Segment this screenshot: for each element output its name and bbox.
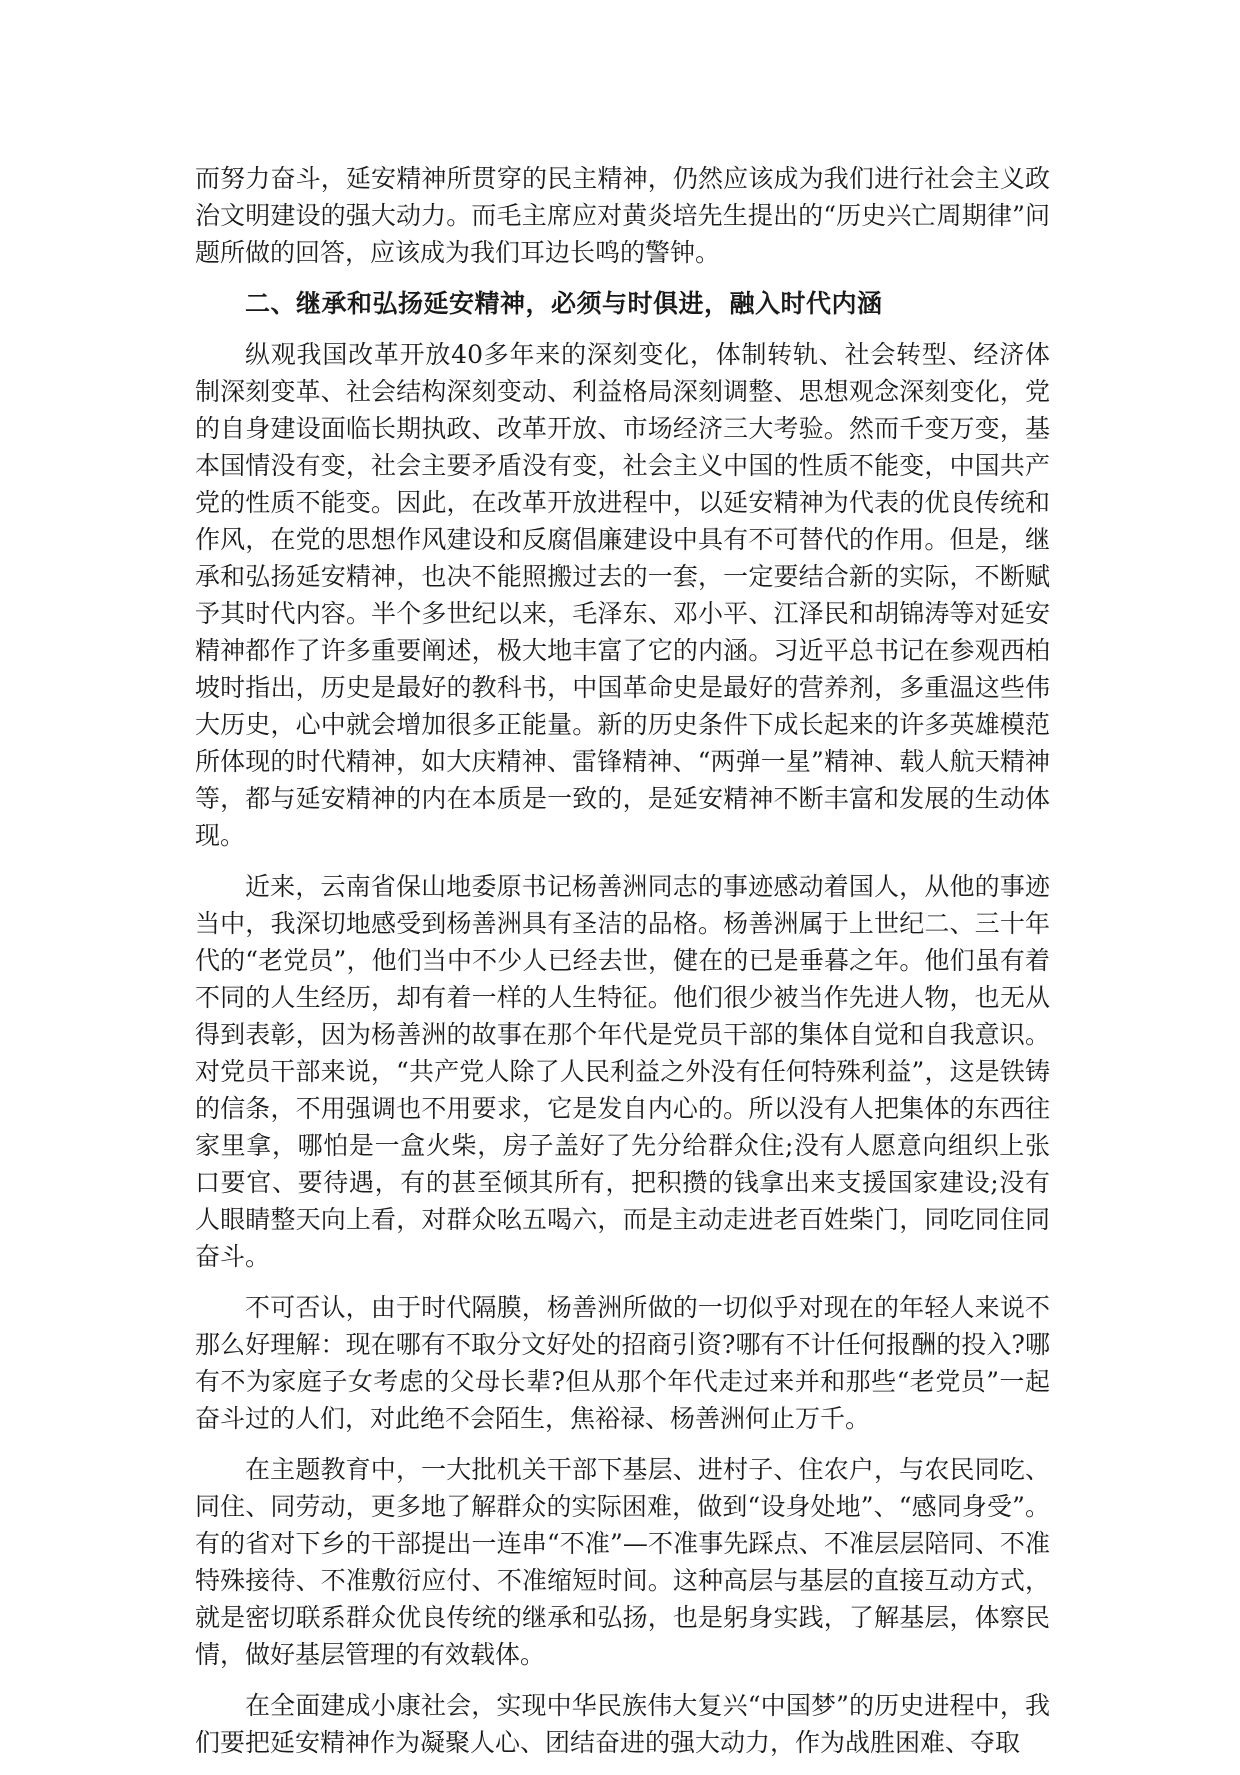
paragraph-china-dream: 在全面建成小康社会，实现中华民族伟大复兴“中国梦”的历史进程中，我们要把延安精神作为凝聚人心、团结奋进的强大动力，作为战胜困难、夺取 [195, 1691, 1050, 1757]
document-page [195, 160, 1050, 1775]
section-heading: 二、继承和弘扬延安精神，必须与时俱进，融入时代内涵 [245, 289, 883, 318]
paragraph-theme-education: 在主题教育中，一大批机关干部下基层、进村子、住农户，与农民同吃、同住、同劳动，更多地了解群众的实际困难，做到“设身处地”、“感同身受”。有的省对下乡的干部提出一连串“不准”—不准事先踩点、不准层层陪同、不准特殊接待、不准敷衍应付、不准缩短时间。这种高层与基层的直接互动方式，就是密切联系群众优良传统的继承和弘扬，也是躬身实践，了解基层，体察民情，做好基层管理的有效载体。 [195, 1455, 1050, 1669]
paragraph-yang-shanzhou: 近来，云南省保山地委原书记杨善洲同志的事迹感动着国人，从他的事迹当中，我深切地感受到杨善洲具有圣洁的品格。杨善洲属于上世纪二、三十年代的“老党员”，他们当中不少人已经去世，健在的已是垂暮之年。他们虽有着不同的人生经历，却有着一样的人生特征。他们很少被当作先进人物，也无从得到表彰，因为杨善洲的故事在那个年代是党员干部的集体自觉和自我意识。对党员干部来说，“共产党人除了人民利益之外没有任何特殊利益”，这是铁铸的信条，不用强调也不用要求，它是发自内心的。所以没有人把集体的东西往家里拿，哪怕是一盒火柴，房子盖好了先分给群众住;没有人愿意向组织上张口要官、要待遇，有的甚至倾其所有，把积攒的钱拿出来支援国家建设;没有人眼睛整天向上看，对群众吆五喝六，而是主动走进老百姓柴门，同吃同住同奋斗。 [195, 872, 1050, 1271]
paragraph-continuation: 而努力奋斗，延安精神所贯穿的民主精神，仍然应该成为我们进行社会主义政治文明建设的强大动力。而毛主席应对黄炎培先生提出的“历史兴亡周期律”问题所做的回答，应该成为我们耳边长鸣的警钟。 [195, 164, 1050, 267]
paragraph-reform-overview: 纵观我国改革开放40多年来的深刻变化，体制转轨、社会转型、经济体制深刻变革、社会结构深刻变动、利益格局深刻调整、思想观念深刻变化，党的自身建设面临长期执政、改革开放、市场经济三大考验。然而千变万变，基本国情没有变，社会主要矛盾没有变，社会主义中国的性质不能变，中国共产党的性质不能变。因此，在改革开放进程中，以延安精神为代表的优良传统和作风，在党的思想作风建设和反腐倡廉建设中具有不可替代的作用。但是，继承和弘扬延安精神，也决不能照搬过去的一套，一定要结合新的实际，不断赋予其时代内容。半个多世纪以来，毛泽东、邓小平、江泽民和胡锦涛等对延安精神都作了许多重要阐述，极大地丰富了它的内涵。习近平总书记在参观西柏坡时指出，历史是最好的教科书，中国革命史是最好的营养剂，多重温这些伟大历史，心中就会增加很多正能量。新的历史条件下成长起来的许多英雄模范所体现的时代精神，如大庆精神、雷锋精神、“两弹一星”精神、载人航天精神等，都与延安精神的内在本质是一致的，是延安精神不断丰富和发展的生动体现。 [195, 340, 1050, 850]
paragraph-generation-gap: 不可否认，由于时代隔膜，杨善洲所做的一切似乎对现在的年轻人来说不那么好理解：现在哪有不取分文好处的招商引资?哪有不计任何报酬的投入?哪有不为家庭子女考虑的父母长辈?但从那个年代走过来并和那些“老党员”一起奋斗过的人们，对此绝不会陌生，焦裕禄、杨善洲何止万千。 [195, 1293, 1050, 1433]
